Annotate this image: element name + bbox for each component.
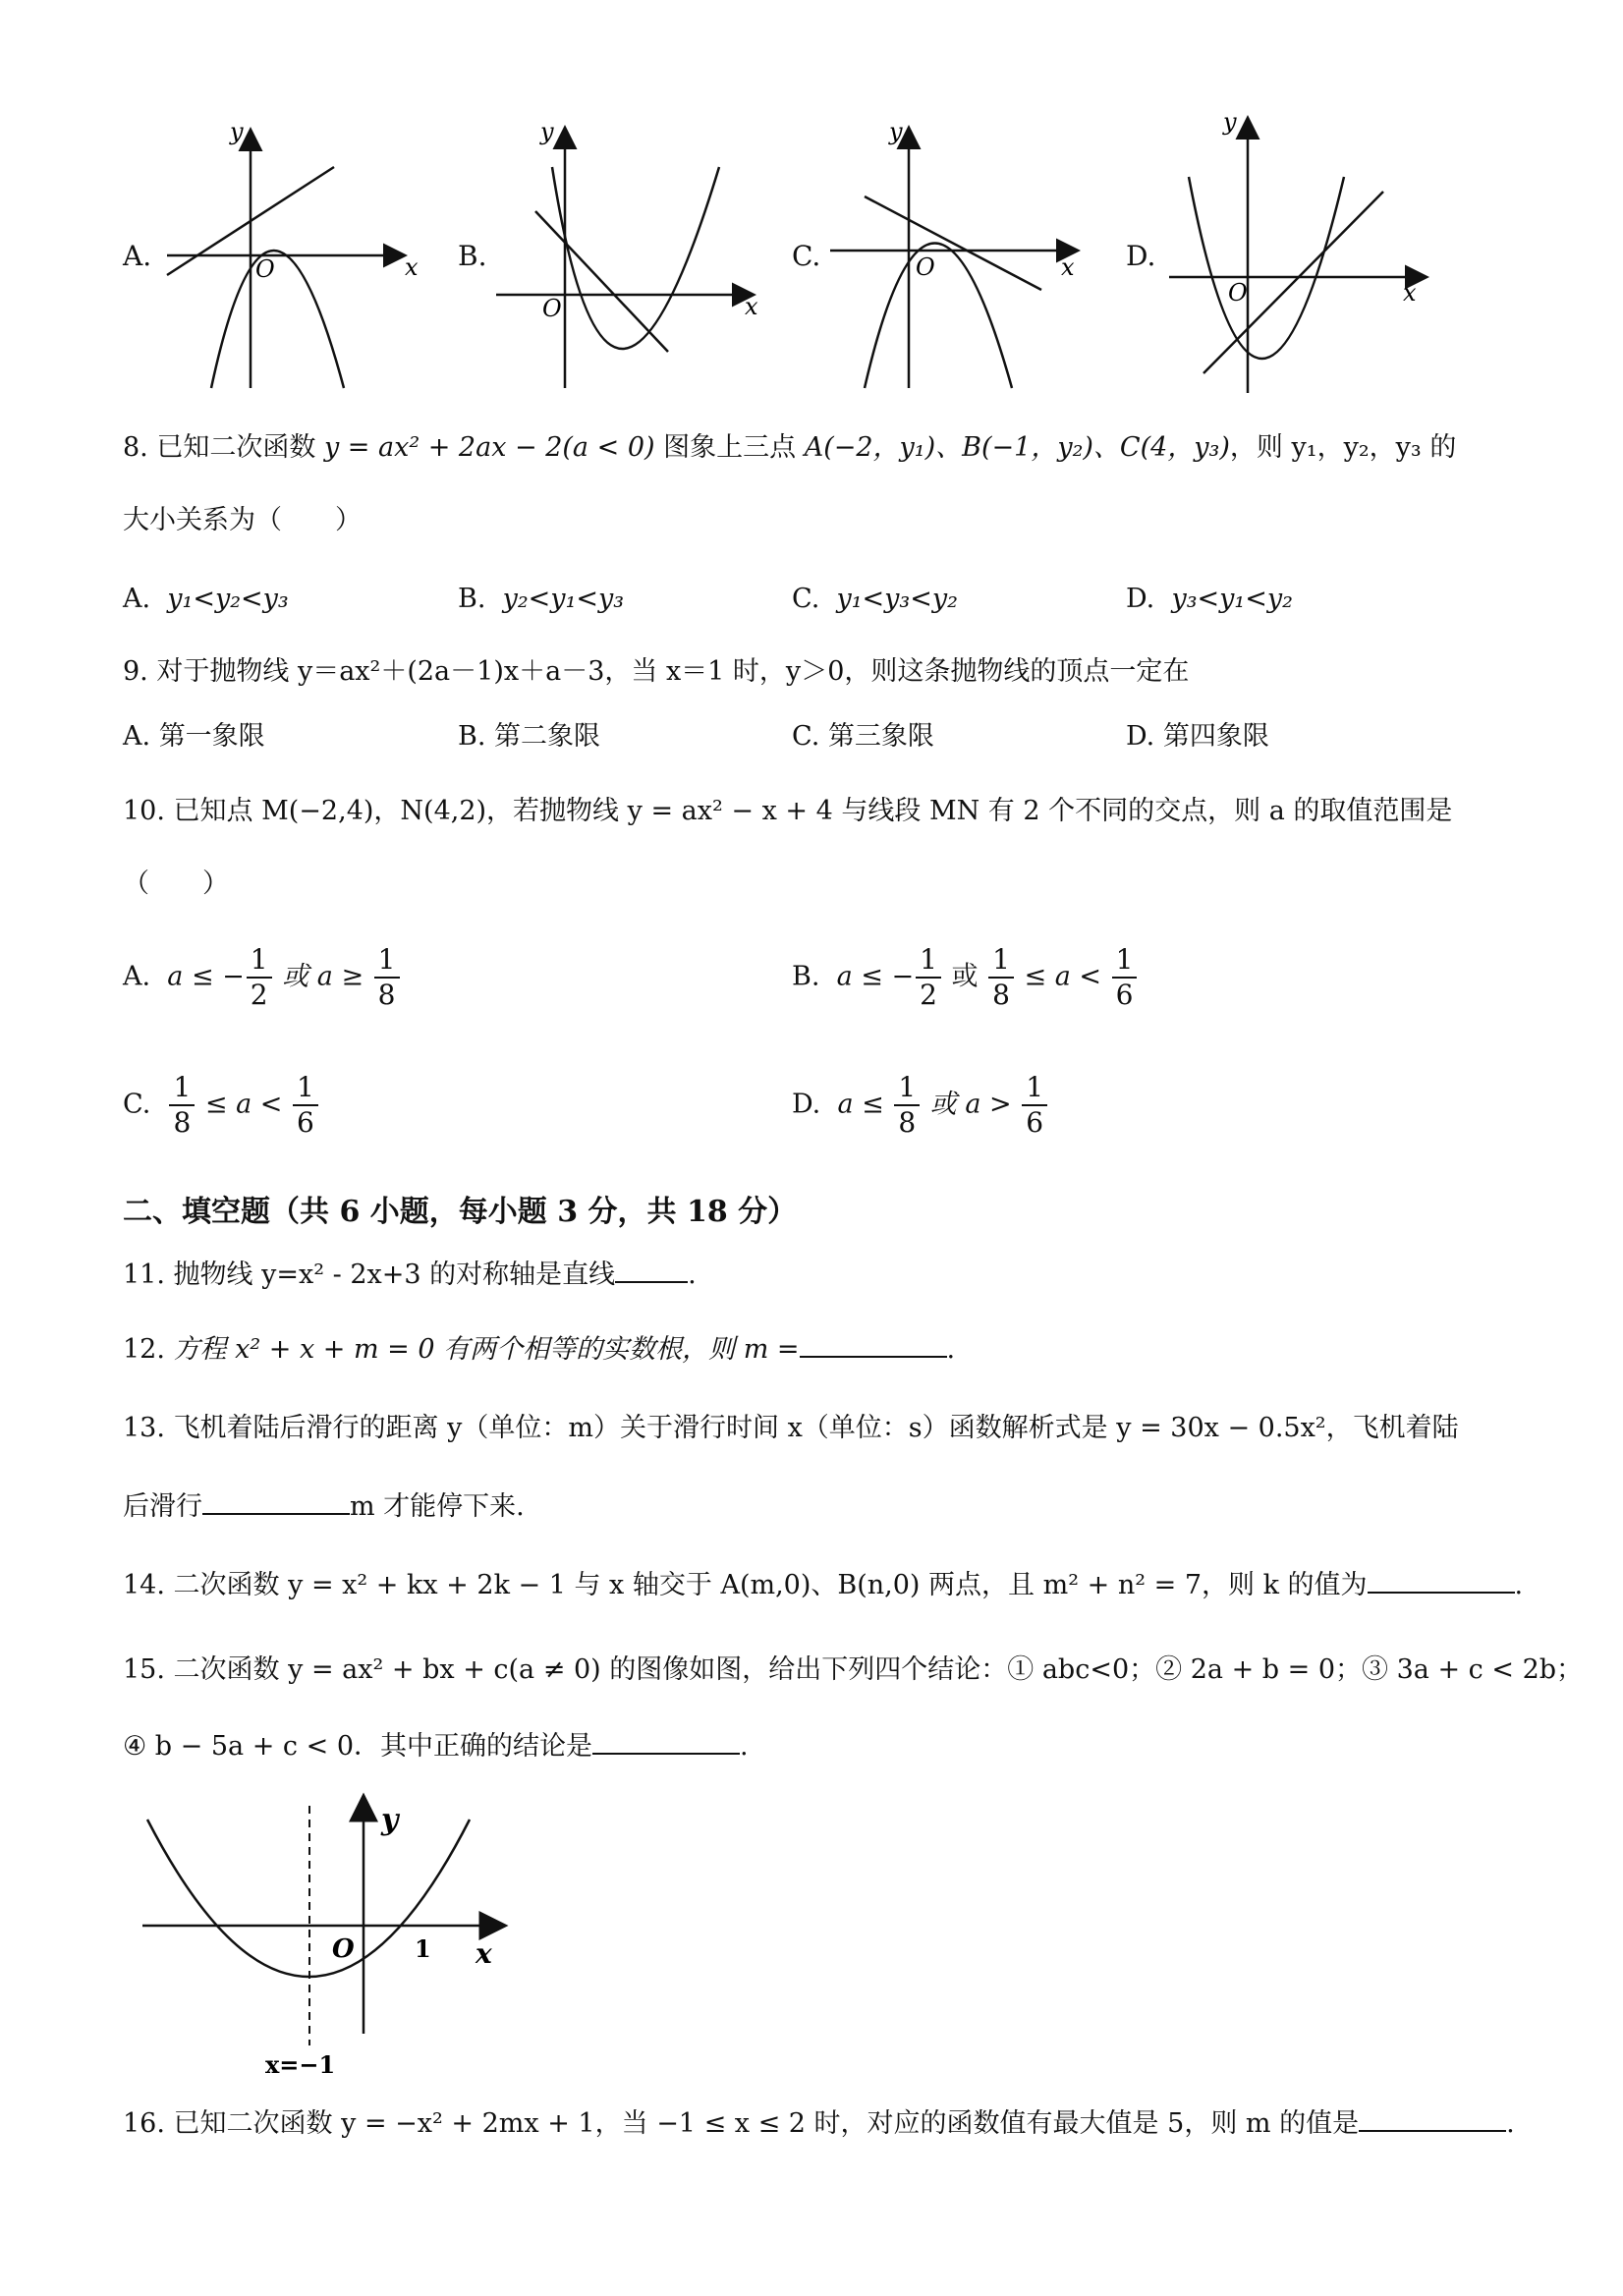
q7b-x-label: x: [745, 293, 758, 320]
q7-option-b-label: B.: [458, 240, 487, 272]
q11-answer-blank[interactable]: [615, 1254, 688, 1283]
q7b-origin-label: O: [542, 295, 562, 322]
q15-answer-blank[interactable]: [592, 1725, 740, 1755]
q7b-y-label: y: [540, 118, 554, 145]
q13-answer-blank[interactable]: [202, 1485, 350, 1515]
q7a-origin-label: O: [255, 255, 275, 283]
q14-answer-blank[interactable]: [1368, 1564, 1515, 1594]
q7d-origin-label: O: [1228, 279, 1248, 307]
q9-option-c[interactable]: C. 第三象限: [792, 721, 934, 752]
q13-line2: 后滑行 m 才能停下来.: [123, 1485, 525, 1527]
q7-graph-b: [491, 118, 766, 398]
q10-option-b[interactable]: B. a ≤ − $\frac{1}{2}$ 或 $\frac{1}{8}$ ≤ a < $\frac{1}{6}$: [792, 943, 1139, 1012]
q9-option-a[interactable]: A. 第一象限: [123, 721, 265, 752]
q8-line2: 大小关系为（ ）: [123, 505, 362, 535]
q8-line1: 8. 已知二次函数 y = ax² + 2ax − 2(a < 0) 图象上三点 A(−2，y₁)、B(−1，y₂)、C(4，y₃)，则 y₁，y₂，y₃ 的: [123, 432, 1457, 463]
q7c-y-label: y: [889, 118, 903, 145]
q15-parabola-graph: [128, 1788, 521, 2083]
q8-option-c[interactable]: C. y₁<y₃<y₂: [792, 584, 958, 614]
q7d-x-label: x: [1403, 279, 1417, 307]
q13-question: 13. 飞机着陆后滑行的距离 y（单位：m）关于滑行时间 x（单位：s）函数解析式是 y = 30x − 0.5x²，飞机着陆: [123, 1413, 1459, 1443]
section-fill-in-title: 二、填空题（共 6 小题，每小题 3 分，共 18 分）: [123, 1195, 798, 1229]
q9-question: 9. 对于抛物线 y＝ax²＋(2a－1)x＋a－3，当 x＝1 时，y＞0，则这条抛物线的顶点一定在: [123, 656, 1190, 687]
q15-symmetry-label: x=−1: [265, 2050, 336, 2079]
q16-question: 16. 已知二次函数 y = −x² + 2mx + 1，当 −1 ≤ x ≤ 2 时，对应的函数值有最大值是 5，则 m 的值是 .: [123, 2102, 1515, 2144]
q10-option-a[interactable]: A. a ≤ − $\frac{1}{2}$ 或 a ≥ $\frac{1}{8}$: [123, 943, 402, 1012]
q15-line2: ④ b − 5a + c < 0．其中正确的结论是 .: [123, 1725, 749, 1766]
q10-option-c[interactable]: C. $\frac{1}{8}$ ≤ a < $\frac{1}{6}$: [123, 1071, 320, 1140]
q7a-y-label: y: [230, 118, 244, 145]
q7d-y-label: y: [1223, 108, 1237, 136]
q7a-x-label: x: [405, 253, 419, 281]
q10-line2: （ ）: [123, 868, 229, 899]
q7-graph-a: [157, 118, 432, 398]
q11-question: 11. 抛物线 y=x² - 2x+3 的对称轴是直线 .: [123, 1254, 697, 1295]
q9-option-b[interactable]: B. 第二象限: [458, 721, 601, 752]
q7-graph-d: [1159, 108, 1434, 403]
q8-option-a[interactable]: A. y₁<y₂<y₃: [123, 584, 289, 614]
q15-origin-label: O: [332, 1934, 355, 1964]
q7-option-d-label: D.: [1126, 240, 1156, 272]
q7-option-a-label: A.: [123, 240, 152, 272]
q12-question: 12. 方程 x² + x + m = 0 有两个相等的实数根，则 m = .: [123, 1328, 955, 1370]
q9-option-d[interactable]: D. 第四象限: [1126, 721, 1269, 752]
q7-option-c-label: C.: [792, 240, 821, 272]
q15-question: 15. 二次函数 y = ax² + bx + c(a ≠ 0) 的图像如图，给出下列四个结论：① abc<0；② 2a + b = 0；③ 3a + c < 2b；: [123, 1654, 1584, 1685]
q15-x-label: x: [476, 1937, 492, 1970]
q10-option-d[interactable]: D. a ≤ $\frac{1}{8}$ 或 a > $\frac{1}{6}$: [792, 1071, 1049, 1140]
q15-y-label: y: [381, 1803, 399, 1837]
q15-tick-1-label: 1: [415, 1934, 431, 1963]
q7c-x-label: x: [1061, 253, 1075, 281]
q8-option-d[interactable]: D. y₃<y₁<y₂: [1126, 584, 1293, 614]
q16-answer-blank[interactable]: [1359, 2102, 1506, 2132]
q14-question: 14. 二次函数 y = x² + kx + 2k − 1 与 x 轴交于 A(m,0)、B(n,0) 两点，且 m² + n² = 7，则 k 的值为 .: [123, 1564, 1523, 1605]
q7c-origin-label: O: [916, 253, 935, 281]
q10-question: 10. 已知点 M(−2,4)，N(4,2)，若抛物线 y = ax² − x + 4 与线段 MN 有 2 个不同的交点，则 a 的取值范围是: [123, 796, 1453, 826]
q7-graph-c: [825, 118, 1100, 398]
q8-option-b[interactable]: B. y₂<y₁<y₃: [458, 584, 625, 614]
q12-answer-blank[interactable]: [800, 1328, 947, 1358]
